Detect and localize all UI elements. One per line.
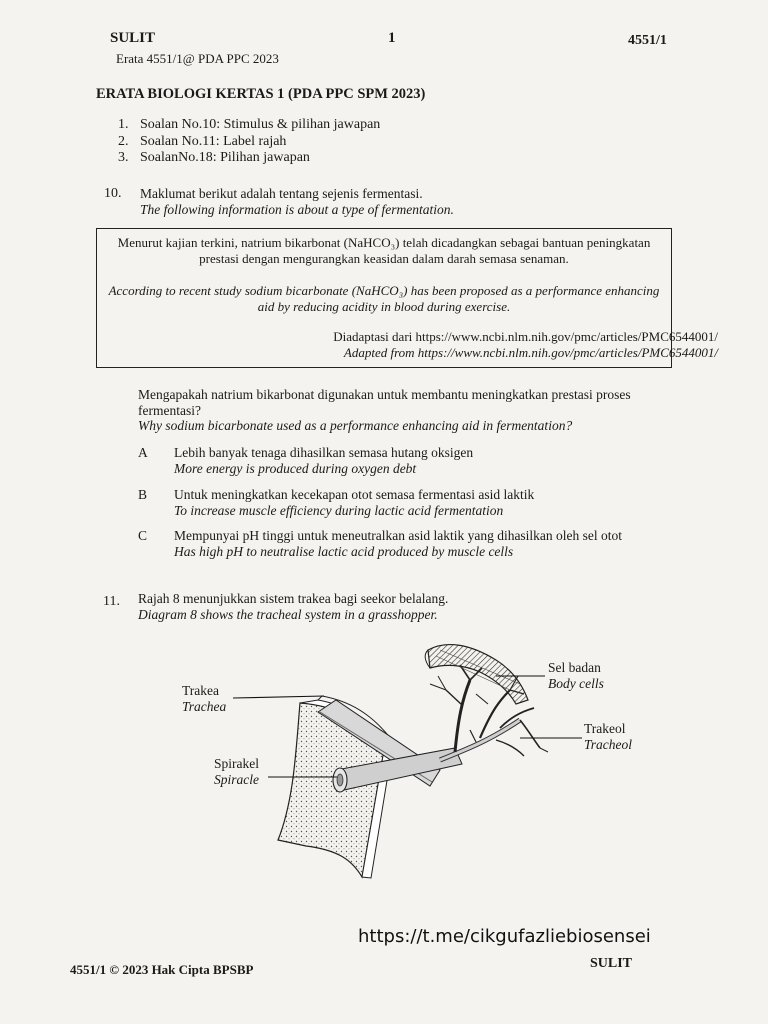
list-item: 1. Soalan No.10: Stimulus & pilihan jawapan (118, 117, 381, 132)
option-letter: B (138, 487, 148, 502)
list-item: 3. SoalanNo.18: Pilihan jawapan (118, 150, 310, 165)
label-trachea: Trakea Trachea (182, 683, 227, 714)
telegram-link[interactable]: https://t.me/cikgufazliebiosensei (358, 926, 651, 947)
footer-sulit: SULIT (590, 956, 633, 971)
page-number: 1 (388, 30, 396, 46)
question-10-number: 10. (104, 186, 122, 201)
option-letter: A (138, 445, 148, 460)
list-item: 2. Soalan No.11: Label rajah (118, 133, 287, 149)
footer-copyright: 4551/1 © 2023 Hak Cipta BPSBP (70, 962, 254, 977)
option-letter: C (138, 528, 148, 543)
label-body-cells: Sel badan Body cells (548, 660, 604, 691)
erata-reference: Erata 4551/1@ PDA PPC 2023 (116, 51, 279, 66)
stimulus-text-en: According to recent study sodium bicarbonate (NaHCO₃) has been proposed as a performance enhancing aid by reducing acidity in blood during exercise. (108, 283, 660, 314)
page-title: ERATA BIOLOGI KERTAS 1 (PDA PPC SPM 2023) (96, 86, 426, 102)
header-sulit: SULIT (110, 30, 156, 46)
label-spiracle: Spirakel Spiracle (214, 756, 259, 787)
stimulus-text-ms: Menurut kajian terkini, natrium bikarbonat (NaHCO₃) telah dicadangkan sebagai bantuan peningkatan prestasi dengan mengurangkan keasidan dalam darah semasa senaman. (117, 235, 651, 266)
question-10-stem: Mengapakah natrium bikarbonat digunakan untuk membantu meningkatkan prestasi proses fermentasi? Why sodium bicarbonate used as a performance enhancing aid in fermentation? (138, 387, 631, 433)
paper-code: 4551/1 (628, 33, 667, 48)
question-11-intro: Rajah 8 menunjukkan sistem trakea bagi seekor belalang. Diagram 8 shows the tracheal system in a grasshopper. (138, 591, 449, 622)
question-10-intro: Maklumat berikut adalah tentang sejenis fermentasi. The following information is about a type of fermentation. (140, 186, 454, 217)
tracheole-branches (430, 665, 548, 756)
stimulus-source: Diadaptasi dari https://www.ncbi.nlm.nih.gov/pmc/articles/PMC6544001/ Adapted from https://www.ncbi.nlm.nih.gov/pmc/articles/PMC6544001/ (333, 329, 718, 360)
label-tracheol: Trakeol Tracheol (584, 721, 633, 752)
leader-trachea (233, 696, 324, 698)
question-11-number: 11. (103, 594, 120, 609)
